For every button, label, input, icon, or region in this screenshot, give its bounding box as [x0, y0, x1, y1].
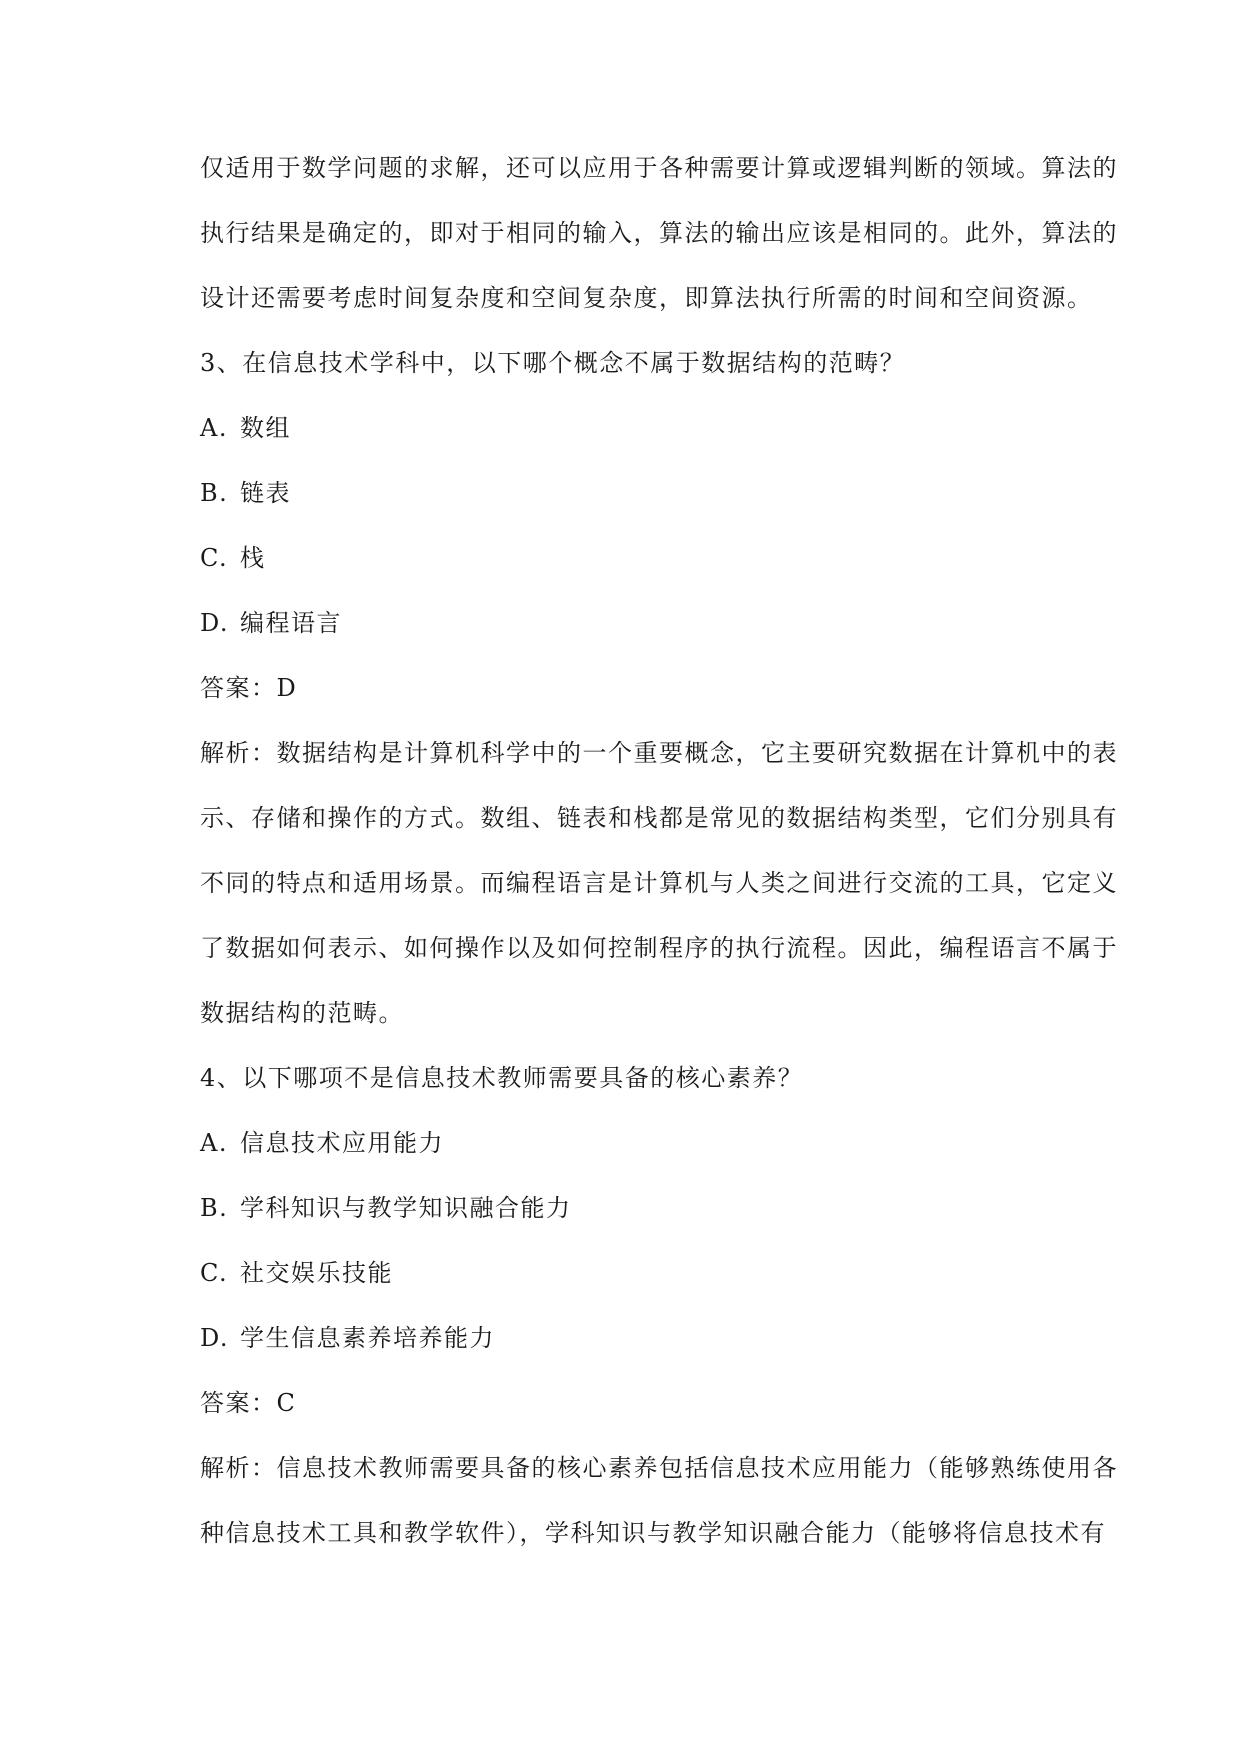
option-a: [200, 1111, 1085, 1176]
question-text: 4、以下哪项不是信息技术教师需要具备的核心素养？: [200, 1064, 804, 1092]
analysis-line: 数据结构的范畴。: [200, 999, 404, 1027]
option-text: 信息技术应用能力: [240, 1129, 444, 1157]
analysis-line: 不同的特点和适用场景。而编程语言是计算机与人类之间进行交流的工具，它定义: [200, 869, 1118, 897]
option-letter: C.: [200, 1259, 229, 1287]
option-text: 编程语言: [240, 609, 342, 637]
analysis-line: 解析：数据结构是计算机科学中的一个重要概念，它主要研究数据在计算机中的表: [200, 739, 1118, 767]
paragraph-line: 设计还需要考虑时间复杂度和空间复杂度，即算法执行所需的时间和空间资源。: [200, 284, 1093, 312]
option-letter: B.: [200, 1194, 229, 1222]
option-letter: D.: [200, 609, 230, 637]
option-b: [200, 461, 1085, 526]
option-a: [200, 396, 1085, 461]
paragraph-line: 执行结果是确定的，即对于相同的输入，算法的输出应该是相同的。此外，算法的: [200, 219, 1118, 247]
option-text: 学科知识与教学知识融合能力: [240, 1194, 572, 1222]
question-text: 3、在信息技术学科中，以下哪个概念不属于数据结构的范畴？: [200, 349, 906, 377]
option-letter: D.: [200, 1324, 230, 1352]
option-text: 社交娱乐技能: [240, 1259, 393, 1287]
option-c: [200, 1241, 1085, 1306]
option-text: 链表: [240, 479, 291, 507]
option-b: [200, 1176, 1085, 1241]
option-text: 学生信息素养培养能力: [240, 1324, 495, 1352]
analysis-line: 种信息技术工具和教学软件），学科知识与教学知识融合能力（能够将信息技术有: [200, 1519, 1106, 1547]
intro-paragraph: [200, 136, 1118, 331]
question-4: [200, 1046, 1118, 1566]
document-page: [200, 136, 1118, 1566]
answer-text: 答案：D: [200, 674, 298, 702]
option-letter: A.: [200, 414, 228, 442]
analysis-line: 解析：信息技术教师需要具备的核心素养包括信息技术应用能力（能够熟练使用各: [200, 1454, 1118, 1482]
option-letter: C.: [200, 544, 229, 572]
question-3: [200, 331, 1118, 1046]
option-text: 栈: [240, 544, 266, 572]
option-c: [200, 526, 1085, 591]
analysis-line: 了数据如何表示、如何操作以及如何控制程序的执行流程。因此，编程语言不属于: [200, 934, 1118, 962]
option-text: 数组: [240, 414, 291, 442]
answer-text: 答案：C: [200, 1389, 297, 1417]
analysis-line: 示、存储和操作的方式。数组、链表和栈都是常见的数据结构类型，它们分别具有: [200, 804, 1118, 832]
option-letter: A.: [200, 1129, 228, 1157]
paragraph-line: 仅适用于数学问题的求解，还可以应用于各种需要计算或逻辑判断的领域。算法的: [200, 154, 1118, 182]
option-d: [200, 1306, 1085, 1371]
option-d: [200, 591, 1085, 656]
option-letter: B.: [200, 479, 229, 507]
